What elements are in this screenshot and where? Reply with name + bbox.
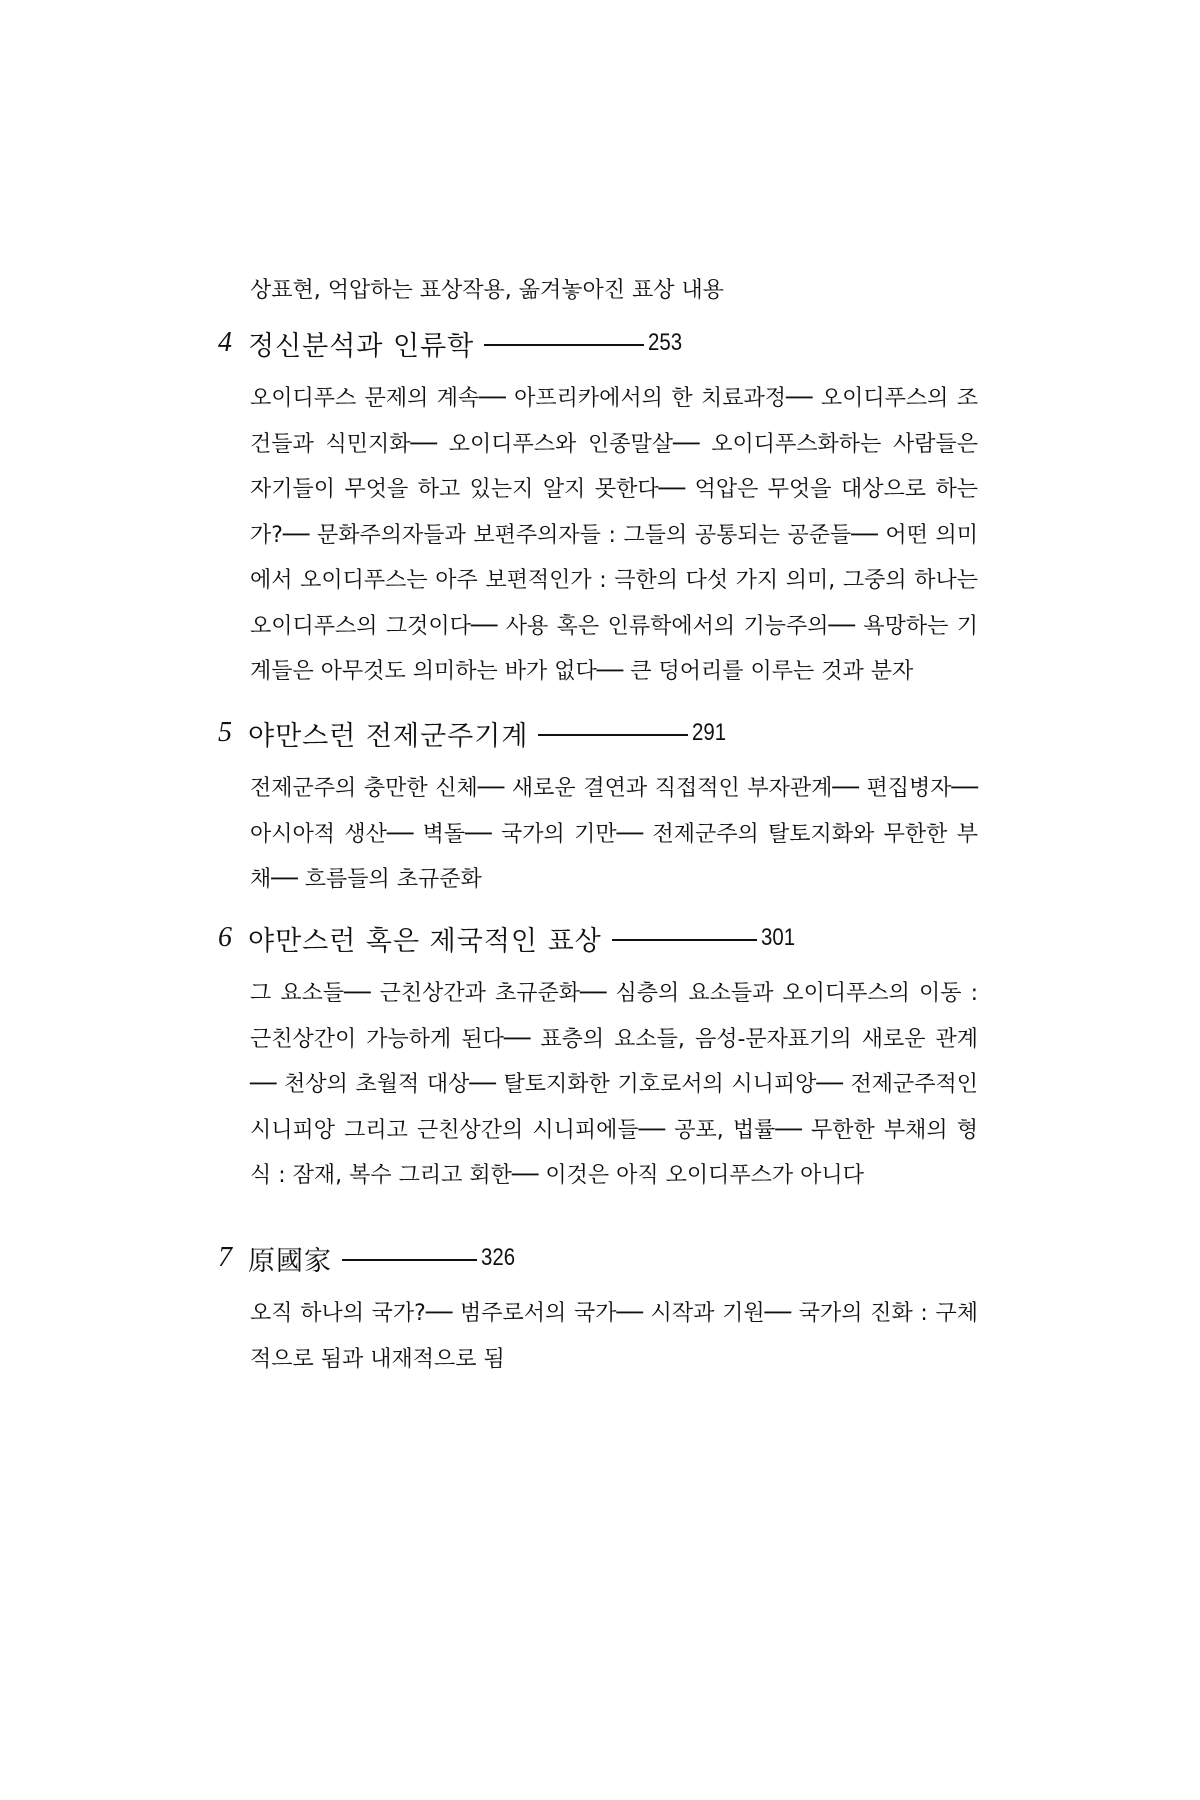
toc-entry-6	[218, 913, 1008, 1199]
chapter-number: 5	[218, 717, 232, 748]
chapter-summary: 그 요소들── 근친상간과 초규준화── 심층의 요소들과 오이디푸스의 이동 : 근친상간이 가능하게 된다── 표층의 요소들, 음성-문자표기의 새로운 관계── 천상의 초월적 대상── 탈토지화한 기호로서의 시니피앙── 전제군주적인 시니피앙 그리고 근친상간의 시니피에들── 공포, 법률── 무한한 부채의 형식 : 잠재, 복수 그리고 회한── 이것은 아직 오이디푸스가 아니다	[250, 981, 978, 1188]
dotted-leader	[538, 734, 688, 736]
page-number: 326	[481, 1244, 516, 1271]
dotted-leader	[342, 1259, 477, 1261]
chapter-summary: 오직 하나의 국가?── 범주로서의 국가── 시작과 기원── 국가의 진화 : 구체적으로 됨과 내재적으로 됨	[250, 1301, 978, 1372]
chapter-title: 정신분석과 인류학	[248, 330, 475, 362]
chapter-title: 야만스런 전제군주기계	[248, 720, 529, 752]
chapter-number: 6	[218, 922, 232, 953]
page-number: 291	[692, 719, 727, 746]
toc-heading	[218, 913, 1008, 963]
chapter-title: 原國家	[248, 1245, 332, 1277]
chapter-summary: 전제군주의 충만한 신체── 새로운 결연과 직접적인 부자관계── 편집병자── 아시아적 생산── 벽돌── 국가의 기만── 전제군주의 탈토지화와 무한한 부채── 흐름들의 초규준화	[250, 776, 978, 892]
page-number: 253	[648, 329, 683, 356]
toc-entry-5	[218, 708, 1008, 903]
toc-heading	[218, 708, 1008, 758]
dotted-leader	[612, 939, 757, 941]
chapter-title: 야만스런 혹은 제국적인 표상	[248, 925, 602, 957]
toc-entry-4	[218, 318, 1008, 695]
chapter-number: 7	[218, 1242, 232, 1273]
dotted-leader	[484, 344, 644, 346]
chapter-summary: 오이디푸스 문제의 계속── 아프리카에서의 한 치료과정── 오이디푸스의 조건들과 식민지화── 오이디푸스와 인종말살── 오이디푸스화하는 사람들은 자기들이 무엇을 하고 있는지 알지 못한다── 억압은 무엇을 대상으로 하는가?── 문화주의자들과 보편주의자들 : 그들의 공통되는 공준들── 어떤 의미에서 오이디푸스는 아주 보편적인가 : 극한의 다섯 가지 의미, 그중의 하나는 오이디푸스의 그것이다── 사용 혹은 인류학에서의 기능주의── 욕망하는 기계들은 아무것도 의미하는 바가 없다── 큰 덩어리를 이루는 것과 분자	[250, 386, 978, 684]
toc-heading	[218, 318, 1008, 368]
chapter-number: 4	[218, 327, 232, 358]
toc-heading	[218, 1233, 1008, 1283]
continued-text: 상표현, 억압하는 표상작용, 옮겨놓아진 표상 내용	[250, 278, 724, 303]
toc-entry-7	[218, 1233, 1008, 1382]
page-number: 301	[760, 924, 795, 951]
